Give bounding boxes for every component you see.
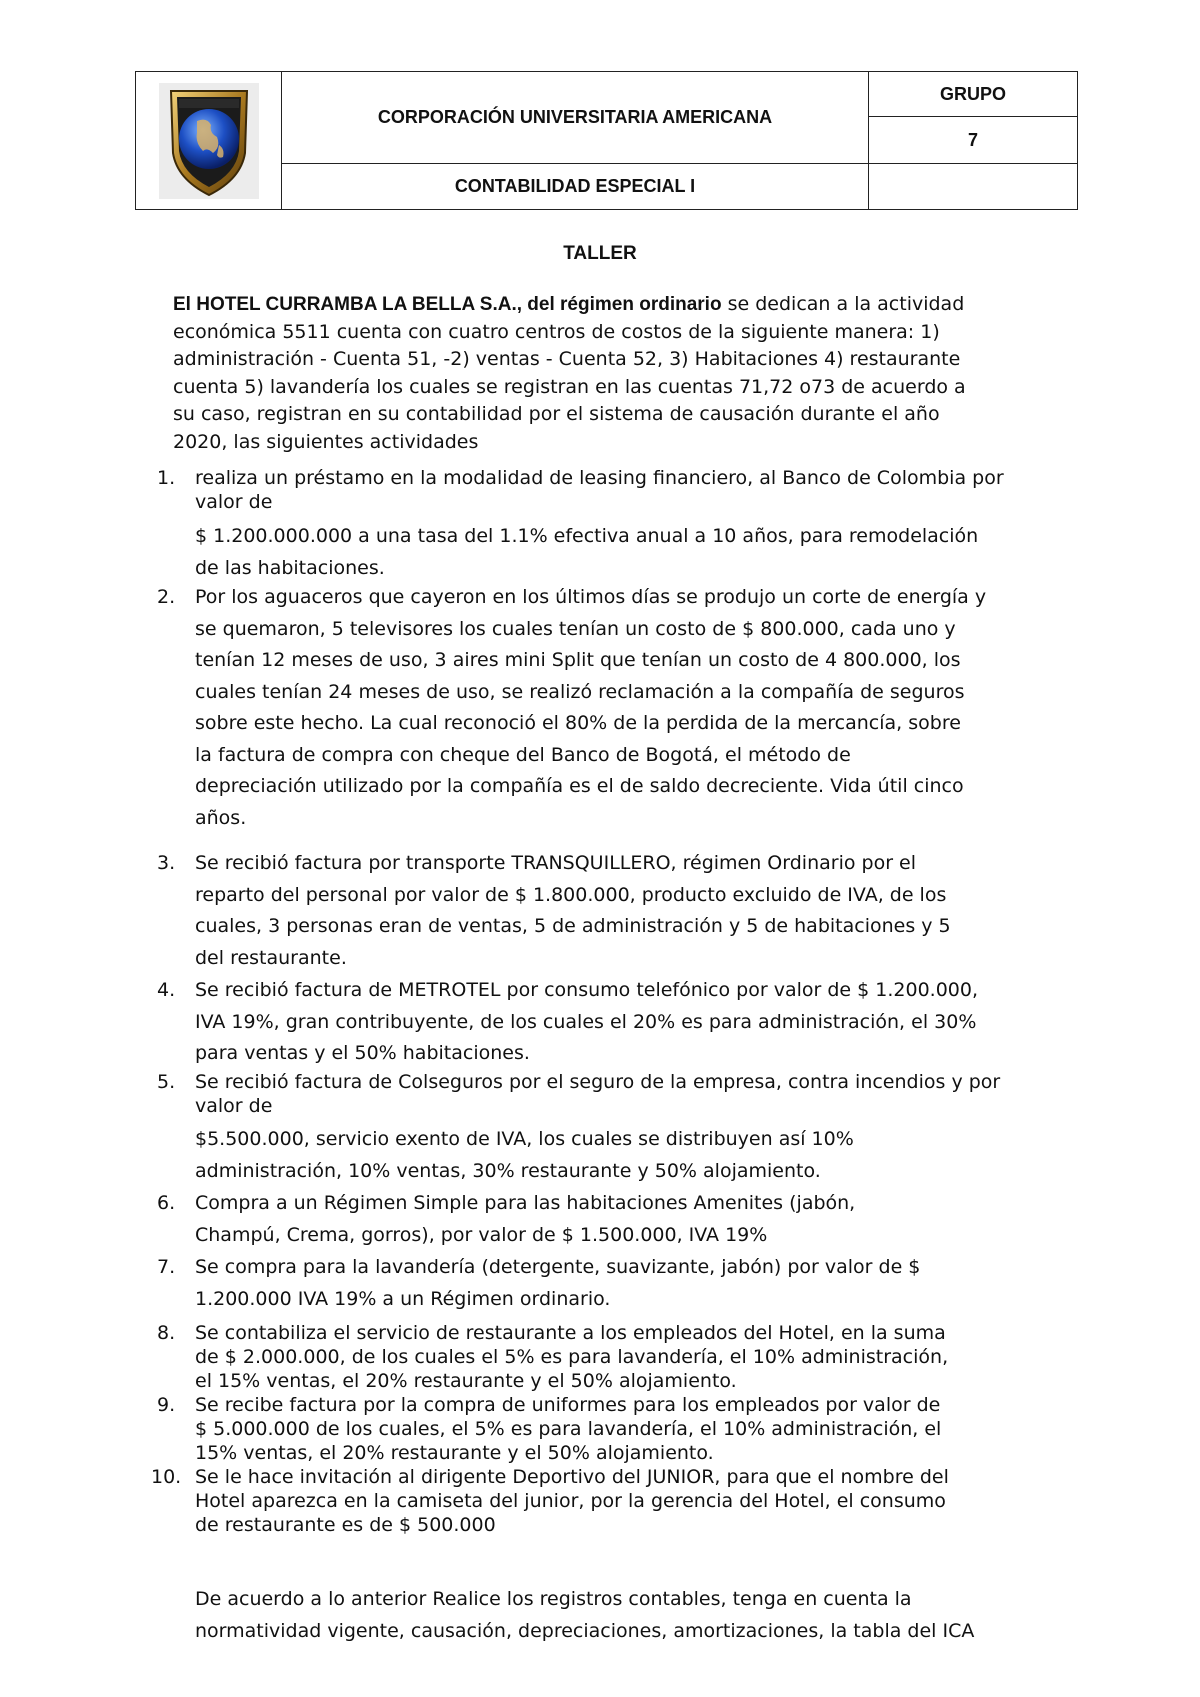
list-item	[157, 520, 1057, 584]
document-title: TALLER	[563, 243, 637, 264]
closing-line: De acuerdo a lo anterior Realice los registros contables, tenga en cuenta la	[195, 1588, 912, 1610]
item-line: reparto del personal por valor de $ 1.800.000, producto excluido de IVA, de los	[195, 883, 947, 906]
item-line: tenían 12 meses de uso, 3 aires mini Split que tenían un costo de 4 800.000, los	[195, 649, 961, 671]
list-number: 3.	[157, 852, 176, 874]
item-line: para ventas y el 50% habitaciones.	[195, 1042, 530, 1064]
logo-cell	[136, 72, 282, 210]
item-line: Se compra para la lavandería (detergente, suavizante, jabón) por valor de $	[195, 1256, 921, 1278]
item-line: cuales tenían 24 meses de uso, se realizó reclamación a la compañía de seguros	[195, 680, 965, 703]
list-item	[157, 975, 1057, 1070]
list-number: 7.	[157, 1256, 176, 1278]
intro-bold-lead: El HOTEL CURRAMBA LA BELLA S.A., del régimen ordinario	[173, 294, 722, 315]
item-line: Hotel aparezca en la camiseta del junior, por la gerencia del Hotel, el consumo	[195, 1490, 946, 1512]
item-line: de las habitaciones.	[195, 557, 385, 579]
item-line: IVA 19%, gran contribuyente, de los cuales el 20% es para administración, el 30%	[195, 1010, 977, 1033]
list-item	[157, 1070, 1057, 1118]
item-line: Se recibió factura de Colseguros por el seguro de la empresa, contra incendios y por	[195, 1071, 1001, 1093]
closing-paragraph	[195, 1583, 1055, 1647]
item-line: se quemaron, 5 televisores los cuales tenían un costo de $ 800.000, cada uno y	[195, 617, 956, 640]
item-line: Por los aguaceros que cayeron en los últimos días se produjo un corte de energía y	[195, 586, 987, 608]
item-line: $ 5.000.000 de los cuales, el 5% es para lavandería, el 10% administración, el	[195, 1418, 942, 1440]
item-line: administración, 10% ventas, 30% restaurante y 50% alojamiento.	[195, 1160, 821, 1182]
list-item	[157, 582, 1057, 834]
intro-line: 2020, las siguientes actividades	[173, 430, 479, 453]
closing-line: normatividad vigente, causación, depreciaciones, amortizaciones, la tabla del ICA	[195, 1620, 975, 1642]
list-number: 10.	[151, 1466, 182, 1488]
intro-line: se dedican a la actividad	[721, 293, 965, 315]
item-line: 15% ventas, el 20% restaurante y el 50% alojamiento.	[195, 1442, 714, 1464]
list-item	[157, 1123, 1057, 1187]
item-line: la factura de compra con cheque del Banco de Bogotá, el método de	[195, 743, 851, 766]
list-number: 6.	[157, 1192, 176, 1214]
group-number: 7	[869, 117, 1078, 164]
list-item	[157, 1187, 1057, 1251]
item-line: realiza un préstamo en la modalidad de leasing financiero, al Banco de Colombia por	[195, 467, 1004, 489]
item-line: del restaurante.	[195, 946, 347, 969]
item-line: Se recibe factura por la compra de uniformes para los empleados por valor de	[195, 1394, 941, 1416]
list-number: 2.	[157, 586, 176, 608]
list-number: 9.	[157, 1394, 176, 1416]
item-line: sobre este hecho. La cual reconoció el 80% de la perdida de la mercancía, sobre	[195, 712, 961, 734]
item-line: Champú, Crema, gorros), por valor de $ 1.500.000, IVA 19%	[195, 1224, 768, 1246]
item-line: cuales, 3 personas eran de ventas, 5 de administración y 5 de habitaciones y 5	[195, 915, 951, 937]
list-item	[157, 466, 1057, 514]
item-line: depreciación utilizado por la compañía es el de saldo decreciente. Vida útil cinco	[195, 775, 964, 797]
header-table	[135, 71, 1078, 210]
intro-paragraph	[173, 291, 1043, 456]
item-line: $5.500.000, servicio exento de IVA, los cuales se distribuyen así 10%	[195, 1128, 854, 1150]
intro-line: su caso, registran en su contabilidad por el sistema de causación durante el año	[173, 403, 940, 425]
list-number: 4.	[157, 979, 176, 1001]
item-line: 1.200.000 IVA 19% a un Régimen ordinario.	[195, 1288, 611, 1310]
institution-name: CORPORACIÓN UNIVERSITARIA AMERICANA	[282, 72, 869, 164]
list-item	[157, 1321, 1057, 1393]
item-line: Compra a un Régimen Simple para las habitaciones Amenites (jabón,	[195, 1192, 856, 1214]
list-number: 5.	[157, 1071, 176, 1093]
list-item	[157, 1251, 1057, 1315]
group-label: GRUPO	[869, 72, 1078, 117]
university-shield-logo	[159, 83, 259, 199]
list-number: 8.	[157, 1322, 176, 1344]
item-line: de restaurante es de $ 500.000	[195, 1514, 496, 1536]
list-number: 1.	[157, 467, 176, 489]
intro-line: administración - Cuenta 51, -2) ventas - Cuenta 52, 3) Habitaciones 4) restaurante	[173, 348, 961, 370]
list-item	[151, 1465, 1057, 1537]
item-line: Se recibió factura por transporte TRANSQUILLERO, régimen Ordinario por el	[195, 852, 917, 874]
list-item	[157, 848, 1057, 974]
empty-cell	[869, 164, 1078, 210]
item-line: Se contabiliza el servicio de restaurante a los empleados del Hotel, en la suma	[195, 1322, 946, 1344]
intro-line: cuenta 5) lavandería los cuales se registran en las cuentas 71,72 o73 de acuerdo a	[173, 375, 966, 398]
item-line: el 15% ventas, el 20% restaurante y el 50% alojamiento.	[195, 1370, 737, 1392]
item-line: Se recibió factura de METROTEL por consumo telefónico por valor de $ 1.200.000,	[195, 979, 978, 1001]
intro-line: económica 5511 cuenta con cuatro centros de costos de la siguiente manera: 1)	[173, 320, 940, 343]
course-name: CONTABILIDAD ESPECIAL I	[282, 164, 869, 210]
item-line: $ 1.200.000.000 a una tasa del 1.1% efectiva anual a 10 años, para remodelación	[195, 525, 979, 547]
item-line: años.	[195, 806, 247, 829]
item-line: valor de	[195, 1095, 273, 1117]
item-line: valor de	[195, 491, 273, 513]
list-item	[157, 1393, 1057, 1465]
item-line: de $ 2.000.000, de los cuales el 5% es para lavandería, el 10% administración,	[195, 1346, 949, 1368]
item-line: Se le hace invitación al dirigente Deportivo del JUNIOR, para que el nombre del	[195, 1466, 949, 1488]
